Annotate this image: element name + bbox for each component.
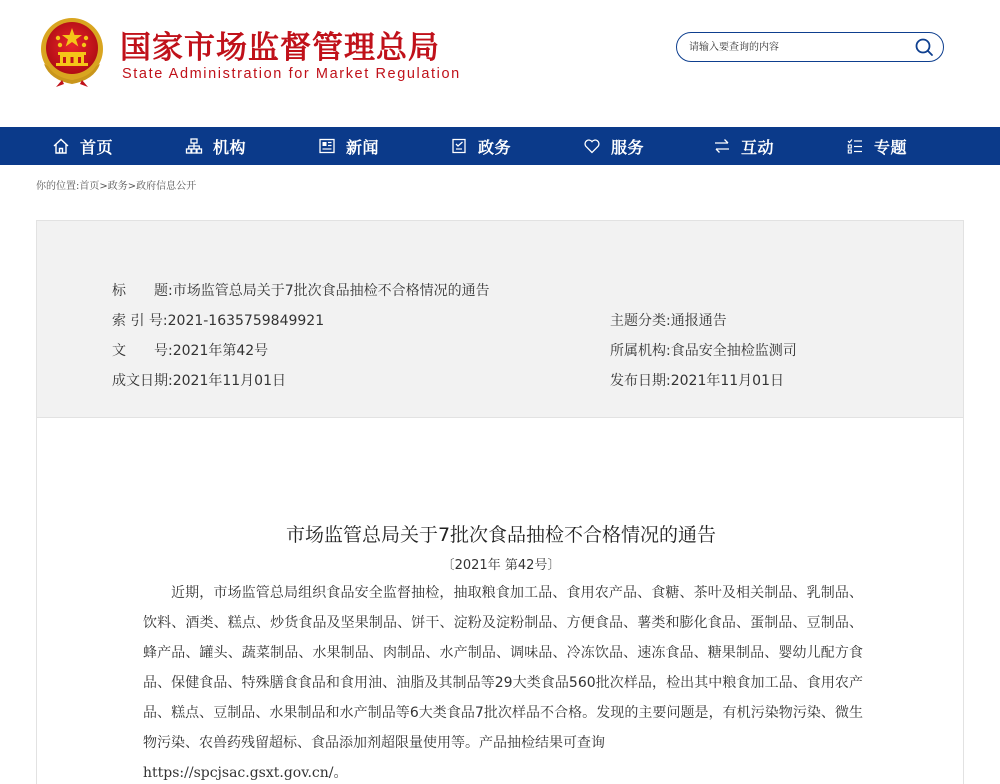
meta-created-row bbox=[112, 370, 286, 390]
meta-index-value: 2021-1635759849921 bbox=[167, 313, 325, 329]
breadcrumb-prefix: 你的位置: bbox=[36, 181, 80, 192]
exchange-arrows-icon bbox=[713, 137, 731, 155]
nav-item-label: 互动 bbox=[741, 137, 775, 157]
search-icon[interactable] bbox=[913, 36, 935, 58]
list-icon bbox=[846, 137, 864, 155]
article-content bbox=[36, 418, 964, 784]
heart-icon bbox=[583, 137, 601, 155]
meta-index-label: 索 引 号: bbox=[112, 313, 168, 329]
meta-created-label: 成文日期: bbox=[112, 373, 173, 389]
nav-item-label: 政务 bbox=[478, 137, 512, 157]
breadcrumb-link-info-disclosure[interactable]: 政府信息公开 bbox=[136, 181, 197, 192]
meta-category-value: 通报通告 bbox=[670, 313, 727, 329]
nav-item-interaction[interactable] bbox=[713, 127, 774, 165]
news-icon bbox=[318, 137, 336, 155]
meta-published-row bbox=[610, 370, 784, 390]
nav-item-label: 机构 bbox=[213, 137, 247, 157]
nav-item-government-affairs[interactable] bbox=[450, 127, 511, 165]
meta-title-label: 标 题: bbox=[112, 283, 173, 299]
breadcrumb bbox=[36, 177, 196, 192]
search-box bbox=[676, 32, 944, 62]
article-body bbox=[143, 578, 863, 784]
meta-index-row bbox=[112, 310, 324, 330]
site-subtitle: State Administration for Market Regulation bbox=[122, 66, 461, 82]
nav-item-organization[interactable] bbox=[185, 127, 246, 165]
meta-published-label: 发布日期: bbox=[610, 373, 671, 389]
meta-title-row bbox=[112, 280, 490, 300]
meta-agency-row bbox=[610, 340, 797, 360]
meta-category-row bbox=[610, 310, 727, 330]
home-icon bbox=[52, 137, 70, 155]
nav-item-label: 首页 bbox=[80, 137, 114, 157]
site-title[interactable]: 国家市场监督管理总局 bbox=[120, 30, 440, 66]
nav-item-label: 专题 bbox=[874, 137, 908, 157]
document-meta-panel bbox=[36, 220, 964, 418]
nav-item-label: 新闻 bbox=[346, 137, 380, 157]
meta-title-value: 市场监管总局关于7批次食品抽检不合格情况的通告 bbox=[172, 283, 490, 299]
nav-item-service[interactable] bbox=[583, 127, 644, 165]
meta-agency-value: 食品安全抽检监测司 bbox=[670, 343, 797, 359]
meta-docno-label: 文 号: bbox=[112, 343, 173, 359]
result-query-link[interactable]: https://spcjsac.gsxt.gov.cn/。 bbox=[143, 765, 348, 781]
meta-agency-label: 所属机构: bbox=[610, 343, 671, 359]
breadcrumb-link-government-affairs[interactable]: 政务 bbox=[107, 181, 128, 192]
breadcrumb-separator: > bbox=[127, 181, 137, 192]
main-nav bbox=[0, 127, 1000, 165]
meta-category-label: 主题分类: bbox=[610, 313, 671, 329]
national-emblem-icon[interactable] bbox=[36, 14, 108, 88]
search-input[interactable] bbox=[689, 37, 909, 57]
meta-published-value: 2021年11月01日 bbox=[670, 373, 784, 389]
meta-docno-row bbox=[112, 340, 268, 360]
breadcrumb-separator: > bbox=[99, 181, 108, 192]
site-header bbox=[0, 0, 1000, 127]
nav-item-label: 服务 bbox=[611, 137, 645, 157]
article-title: 市场监管总局关于7批次食品抽检不合格情况的通告 bbox=[285, 524, 717, 546]
article-paragraph: 近期，市场监管总局组织食品安全监督抽检，抽取粮食加工品、食用农产品、食糖、茶叶及相关制品、乳制品、饮料、酒类、糕点、炒货食品及坚果制品、饼干、淀粉及淀粉制品、方便食品、薯类和膨化食品、蛋制品、豆制品、蜂产品、罐头、蔬菜制品、水果制品、肉制品、水产制品、调味品、冷冻饮品、速冻食品、糖果制品、婴幼儿配方食品、保健食品、特殊膳食食品和食用油、油脂及其制品等29大类食品560批次样品，检出其中粮食加工品、食用农产品、糕点、豆制品、水果制品和水产制品等6大类食品7批次样品不合格。发现的主要问题是，有机污染物污染、微生物污染、农兽药残留超标、食品添加剂超限量使用等。产品抽检结果可查询 bbox=[143, 585, 863, 751]
meta-docno-value: 2021年第42号 bbox=[172, 343, 269, 359]
nav-item-topics[interactable] bbox=[846, 127, 907, 165]
nav-item-news[interactable] bbox=[318, 127, 379, 165]
breadcrumb-link-home[interactable]: 首页 bbox=[79, 181, 100, 192]
org-chart-icon bbox=[185, 137, 203, 155]
article-doc-number: 〔2021年 第42号〕 bbox=[441, 558, 561, 573]
meta-created-value: 2021年11月01日 bbox=[172, 373, 286, 389]
government-affairs-icon bbox=[450, 137, 468, 155]
nav-item-home[interactable] bbox=[52, 127, 113, 165]
